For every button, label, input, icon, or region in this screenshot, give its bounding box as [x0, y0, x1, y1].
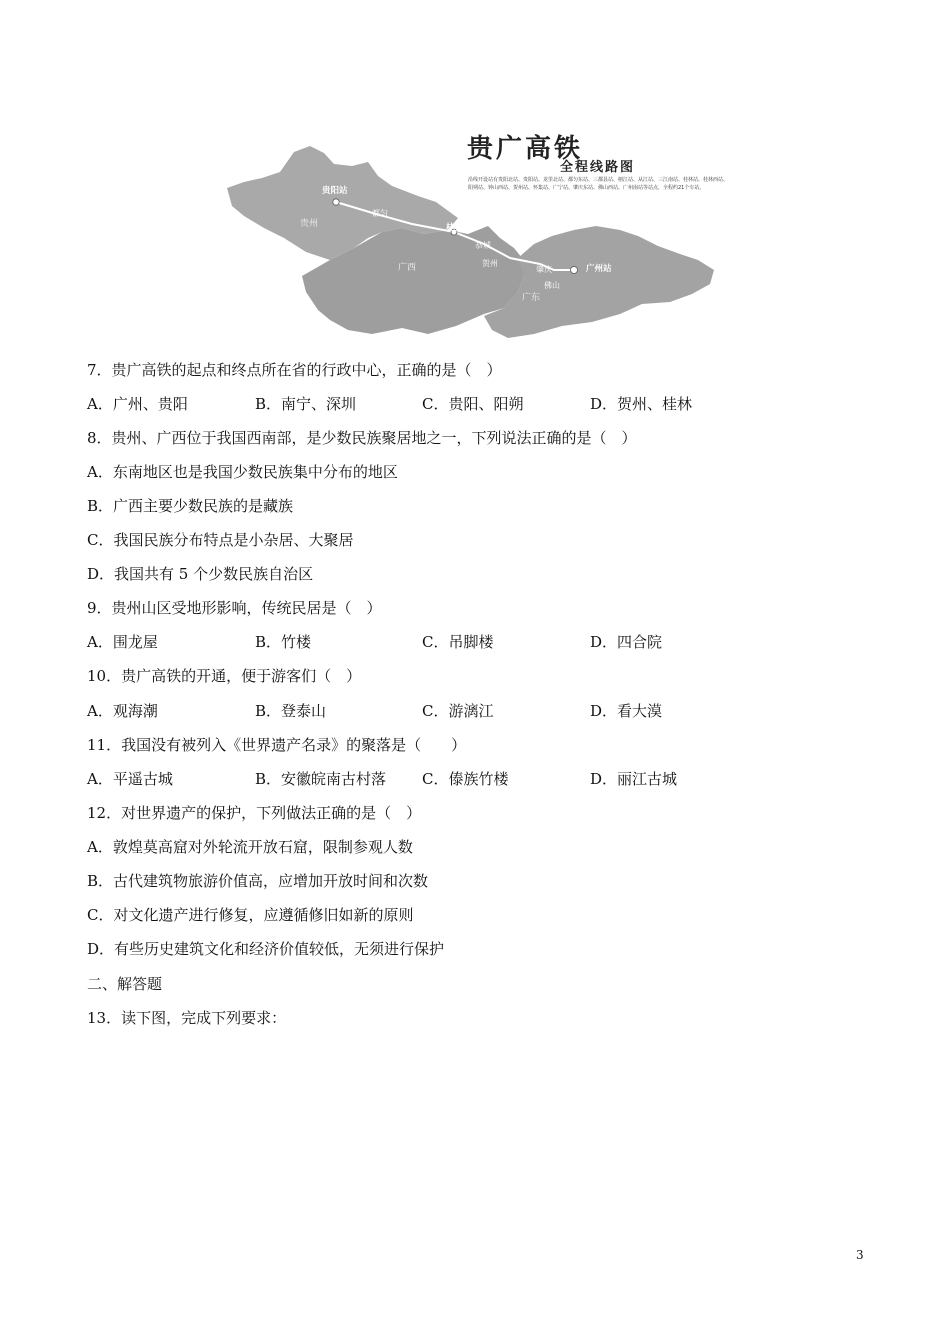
question-9-option-d: D．四合院 [590, 633, 663, 651]
question-7-option-c: C．贵阳、阳朔 [422, 395, 524, 413]
question-8-stem: 8．贵州、广西位于我国西南部，是少数民族聚居地之一，下列说法正确的是（ ） [87, 429, 637, 447]
question-7-option-b: B．南宁、深圳 [255, 395, 357, 413]
question-10-stem: 10．贵广高铁的开通，便于游客们（ ） [87, 667, 362, 685]
label-duyun: 都匀 [372, 209, 388, 218]
region-guizhou: 贵州 [300, 219, 319, 229]
label-guangzhou: 广州站 [586, 264, 612, 274]
question-8-option-d: D．我国共有 5 个少数民族自治区 [87, 565, 314, 583]
question-12-option-b: B．古代建筑物旅游价值高，应增加开放时间和次数 [87, 872, 429, 890]
question-12-option-d: D．有些历史建筑文化和经济价值较低，无须进行保护 [87, 940, 445, 958]
question-12-option-a: A．敦煌莫高窟对外轮流开放石窟，限制参观人数 [87, 838, 413, 856]
question-9-option-b: B．竹楼 [255, 633, 312, 651]
label-zhaoqing: 肇庆 [536, 265, 552, 274]
question-12-option-c: C．对文化遗产进行修复，应遵循修旧如新的原则 [87, 906, 414, 924]
question-9-option-c: C．吊脚楼 [422, 633, 494, 651]
question-11-option-c: C．傣族竹楼 [422, 770, 509, 788]
label-gongcheng: 恭城 [475, 241, 491, 250]
region-guangxi: 广西 [398, 263, 417, 273]
question-11-stem: 11．我国没有被列入《世界遗产名录》的聚落是（ ） [87, 736, 467, 754]
label-hezhou: 贺州 [482, 259, 498, 268]
question-10-option-b: B．登泰山 [255, 702, 327, 720]
question-9-option-a: A．围龙屋 [87, 633, 158, 651]
question-7-option-d: D．贺州、桂林 [590, 395, 693, 413]
question-9-stem: 9．贵州山区受地形影响，传统民居是（ ） [87, 599, 382, 617]
question-8-option-b: B．广西主要少数民族的是藏族 [87, 497, 294, 515]
question-11-option-b: B．安徽皖南古村落 [255, 770, 387, 788]
question-11-option-d: D．丽江古城 [590, 770, 678, 788]
map-note: 沿线开设站有贵阳北站、贵阳站、龙里北站、都匀东站、三都县站、榕江站、从江站、三江南站、桂林站、桂林西站、阳朔站、钟山西站、贺州站、怀集站、广宁站、肇庆东站、佛山西站、广州南站等站点，全程约21个车站。 [468, 177, 729, 191]
label-foshan: 佛山 [544, 281, 560, 290]
page-number: 3 [856, 1248, 864, 1262]
label-guilin: 桂林站 [446, 223, 472, 233]
question-8-option-c: C．我国民族分布特点是小杂居、大聚居 [87, 531, 354, 549]
question-7-option-a: A．广州、贵阳 [87, 395, 188, 413]
question-8-option-a: A．东南地区也是我国少数民族集中分布的地区 [87, 463, 398, 481]
region-guangdong: 广东 [522, 293, 541, 303]
map-title: 贵广高铁 [467, 134, 584, 164]
label-guiyang: 贵阳站 [322, 186, 348, 196]
question-13-stem: 13．读下图，完成下列要求： [87, 1009, 287, 1027]
question-7-stem: 7．贵广高铁的起点和终点所在省的行政中心，正确的是（ ） [87, 361, 502, 379]
question-12-stem: 12．对世界遗产的保护，下列做法正确的是（ ） [87, 804, 422, 822]
section-heading: 二、解答题 [87, 975, 163, 993]
railway-map [222, 120, 729, 340]
question-10-option-c: C．游漓江 [422, 702, 494, 720]
map-subtitle: 全程线路图 [560, 160, 636, 175]
question-11-option-a: A．平遥古城 [87, 770, 173, 788]
question-10-option-d: D．看大漠 [590, 702, 663, 720]
question-10-option-a: A．观海潮 [87, 702, 158, 720]
